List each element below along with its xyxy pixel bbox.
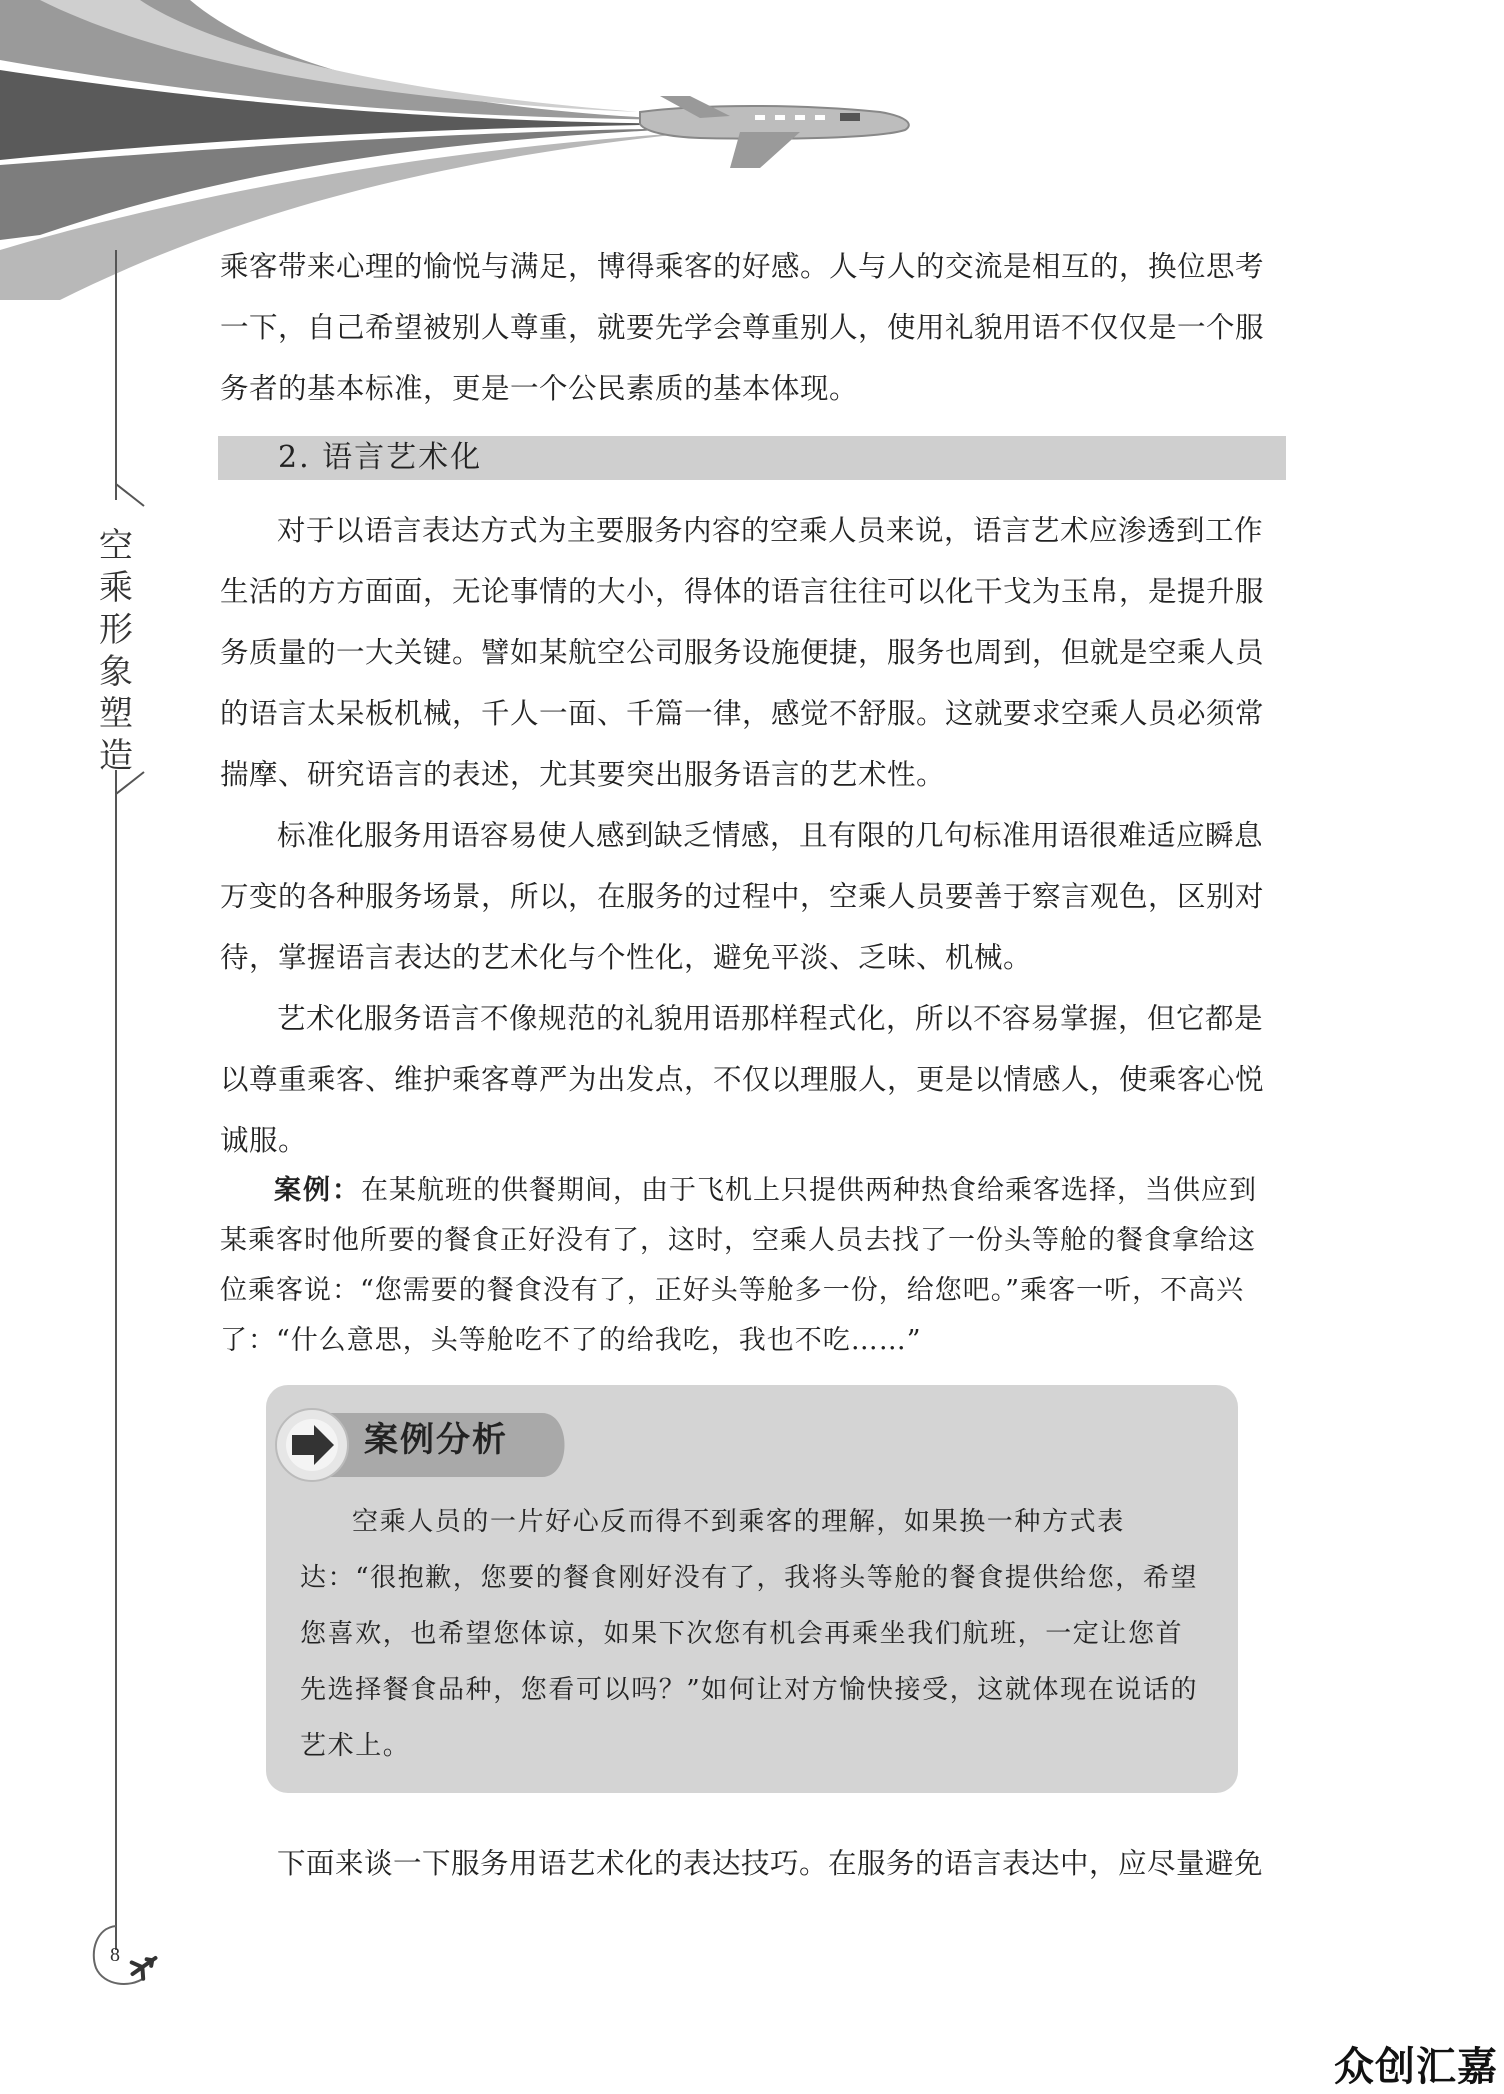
paragraph: 艺术化服务语言不像规范的礼貌用语那样程式化，所以不容易掌握，但它都是以尊重乘客、维护乘客尊严为出发点，不仅以理服人，更是以情感人，使乘客心悦诚服。 xyxy=(220,1002,1265,1157)
side-title: 空乘形象塑造 xyxy=(99,526,133,776)
page-number: 8 xyxy=(110,1944,120,1966)
paragraph-continued xyxy=(220,236,1282,419)
side-title-bracket-top xyxy=(86,478,146,508)
paragraph: 下面来谈一下服务用语艺术化的表达技巧。在服务的语言表达中，应尽量避免 xyxy=(277,1847,1264,1880)
section-heading: 2. 语言艺术化 xyxy=(278,440,483,475)
case-example xyxy=(220,1166,1282,1366)
side-title-bracket-bottom xyxy=(86,770,146,800)
section-heading-bar xyxy=(218,436,1286,480)
case-text: 在某航班的供餐期间，由于飞机上只提供两种热食给乘客选择，当供应到某乘客时他所要的餐食正好没有了，这时，空乘人员去找了一份头等舱的餐食拿给这位乘客说：“您需要的餐食没有了，正好头等舱多一份，给您吧。”乘客一听，不高兴了：“什么意思，头等舱吃不了的给我吃，我也不吃……” xyxy=(220,1175,1257,1356)
paragraph: 对于以语言表达方式为主要服务内容的空乘人员来说，语言艺术应渗透到工作生活的方方面面，无论事情的大小，得体的语言往往可以化干戈为玉帛，是提升服务质量的一大关键。譬如某航空公司服务设施便捷，服务也周到，但就是空乘人员的语言太呆板机械，千人一面、千篇一律，感觉不舒服。这就要求空乘人员必须常揣摩、研究语言的表述，尤其要突出服务语言的艺术性。 xyxy=(220,514,1265,791)
main-paragraphs xyxy=(220,500,1282,1171)
paragraph: 乘客带来心理的愉悦与满足，博得乘客的好感。人与人的交流是相互的，换位思考一下，自己希望被别人尊重，就要先学会尊重别人，使用礼貌用语不仅仅是一个服务者的基本标准，更是一个公民素质的基本体现。 xyxy=(220,250,1265,405)
paragraph-bottom xyxy=(220,1842,1282,1886)
page-number-ornament xyxy=(86,1922,176,1992)
watermark: 众创汇嘉 xyxy=(1334,2044,1498,2090)
paragraph: 标准化服务用语容易使人感到缺乏情感，且有限的几句标准用语很难适应瞬息万变的各种服务场景，所以，在服务的过程中，空乘人员要善于察言观色，区别对待，掌握语言表达的艺术化与个性化，避免平淡、乏味、机械。 xyxy=(220,819,1265,974)
airplane-icon xyxy=(640,96,909,168)
case-analysis-title: 案例分析 xyxy=(364,1420,508,1460)
case-analysis-text: 空乘人员的一片好心反而得不到乘客的理解，如果换一种方式表达：“很抱歉，您要的餐食刚好没有了，我将头等舱的餐食提供给您，希望您喜欢，也希望您体谅，如果下次您有机会再乘坐我们航班，一定让您首先选择餐食品种，您看可以吗？”如何让对方愉快接受，这就体现在说话的艺术上。 xyxy=(300,1507,1199,1761)
case-label: 案例： xyxy=(274,1175,361,1206)
airplane-small-icon xyxy=(127,1950,161,1982)
